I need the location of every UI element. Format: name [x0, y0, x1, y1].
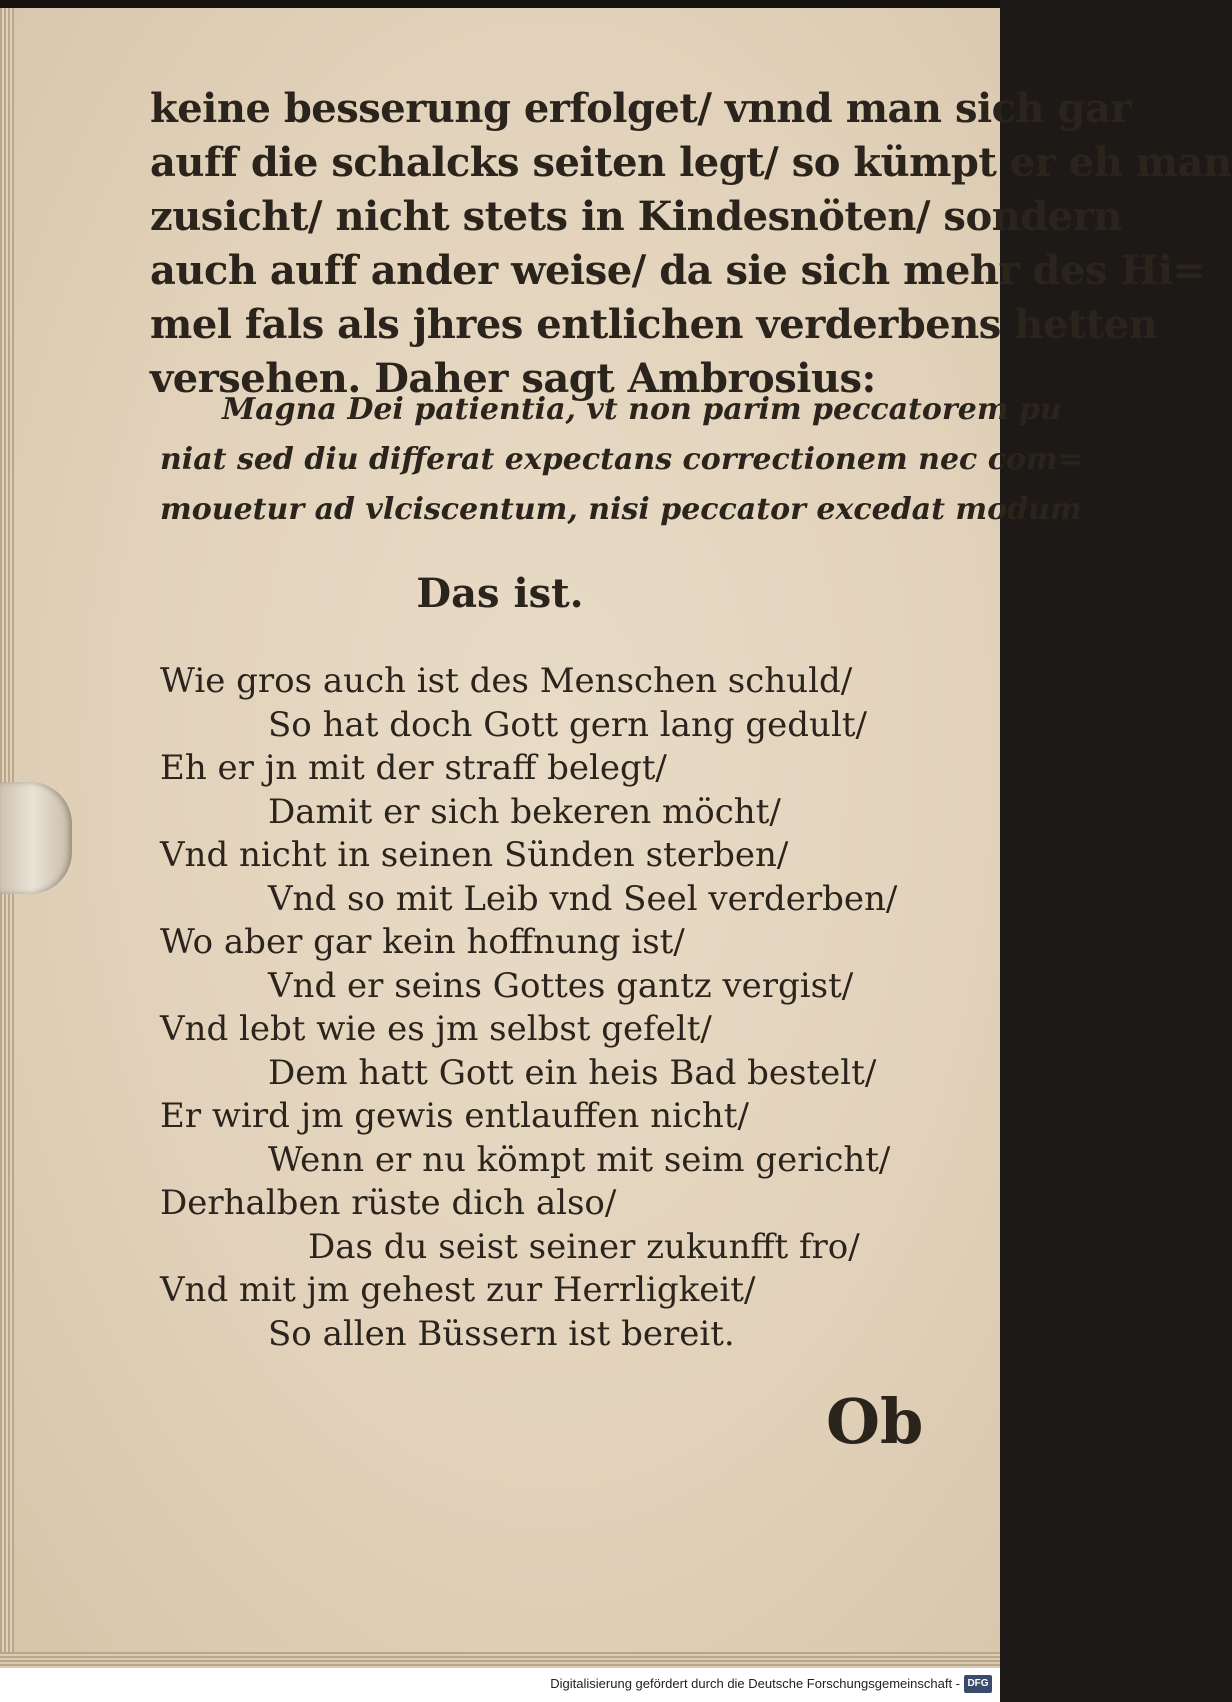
poem-line: Wo aber gar kein hoffnung ist/ [160, 922, 685, 962]
poem-line: So hat doch Gott gern lang gedult/ [268, 704, 867, 745]
poem-line: Vnd nicht in seinen Sünden sterben/ [160, 835, 789, 875]
prose-line: zusicht/ nicht stets in Kindesnöten/ sondern [150, 193, 1122, 240]
latin-quote [160, 385, 1083, 535]
poem-line: Dem hatt Gott ein heis Bad bestelt/ [268, 1052, 877, 1093]
latin-line: mouetur ad vlciscentum, nisi peccator excedat modum [160, 492, 1082, 527]
page-stack-bottom-edge [0, 1652, 1000, 1668]
poem-line: Wenn er nu kömpt mit seim gericht/ [268, 1139, 891, 1180]
section-heading: Das ist. [416, 570, 584, 617]
verse-poem [160, 660, 920, 1356]
footer-bar [0, 1668, 1000, 1702]
prose-line: keine besserung erfolget/ vnnd man sich gar [150, 85, 1131, 132]
poem-line: Derhalben rüste dich also/ [160, 1183, 617, 1223]
dfg-logo: DFG [964, 1675, 992, 1693]
poem-line: Wie gros auch ist des Menschen schuld/ [160, 661, 853, 701]
latin-line: niat sed diu differat expectans correctionem nec com= [160, 442, 1083, 477]
poem-line: Das du seist seiner zukunfft fro/ [308, 1226, 860, 1267]
prose-line: versehen. Daher sagt Ambrosius: [150, 355, 876, 402]
poem-line: Vnd er seins Gottes gantz vergist/ [268, 965, 854, 1006]
prose-line: auff die schalcks seiten legt/ so kümpt er eh man [150, 139, 1232, 186]
poem-line: Eh er jn mit der straff belegt/ [160, 748, 667, 788]
poem-line: Er wird jm gewis entlauffen nicht/ [160, 1096, 749, 1136]
poem-line: Vnd lebt wie es jm selbst gefelt/ [160, 1009, 712, 1049]
footer-credit: Digitalisierung gefördert durch die Deutsche Forschungsgemeinschaft - [550, 1676, 960, 1691]
page-clip [0, 782, 72, 894]
poem-line: So allen Büssern ist bereit. [268, 1313, 735, 1354]
prose-line: auch auff ander weise/ da sie sich mehr des Hi= [150, 247, 1206, 294]
poem-line: Vnd mit jm gehest zur Herrligkeit/ [160, 1270, 756, 1310]
prose-paragraph [150, 82, 1232, 406]
poem-line: Vnd so mit Leib vnd Seel verderben/ [268, 878, 898, 919]
catchword: Ob [826, 1385, 924, 1458]
latin-line: Magna Dei patientia, vt non parim peccatorem pu [222, 392, 1062, 427]
prose-line: mel fals als jhres entlichen verderbens hetten [150, 301, 1158, 348]
poem-line: Damit er sich bekeren möcht/ [268, 791, 781, 832]
